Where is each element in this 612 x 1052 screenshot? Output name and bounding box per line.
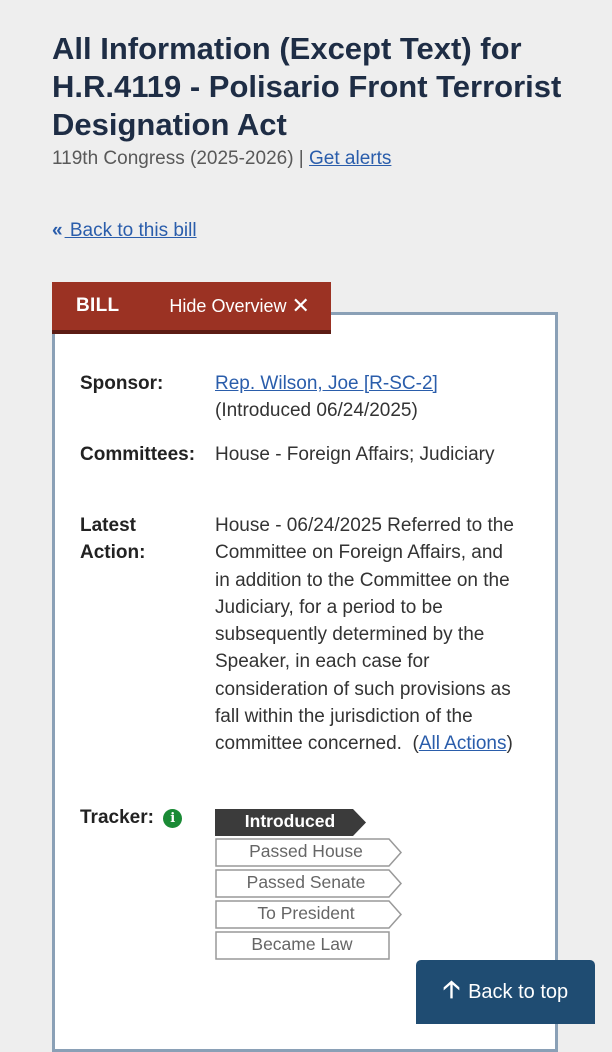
committees-label: Committees: <box>80 444 196 465</box>
tracker-label <box>80 804 210 831</box>
tracker-step-label: To President <box>257 903 355 923</box>
arrow-up-icon: 🡡 <box>442 975 461 1003</box>
latest-action-text: House - 06/24/2025 Referred to the Committee on Foreign Affairs, and in addition to the Committee on the Judiciary, for a period to be subsequently determined by the Speaker, in each case for consideration of such provisions as fall within the jurisdiction of the committee concerned. <box>215 515 514 755</box>
hide-overview-label: Hide Overview <box>169 295 287 316</box>
all-actions-link[interactable]: All Actions <box>418 733 507 755</box>
latest-action-label-line1: Latest <box>80 515 136 536</box>
tracker-step-label: Passed House <box>249 841 363 861</box>
latest-action-value <box>215 512 520 758</box>
tracker-step-to-president <box>215 900 389 929</box>
page-title: All Information (Except Text) for H.R.4119 - Polisario Front Terrorist Designation Act <box>52 31 562 142</box>
tracker-step-label: Became Law <box>251 934 353 954</box>
back-to-top-button[interactable] <box>416 960 595 1024</box>
sponsor-link[interactable]: Rep. Wilson, Joe [R-SC-2] <box>215 373 438 394</box>
tracker-step-passed-house <box>215 838 389 867</box>
tracker-step-became-law <box>215 931 389 960</box>
sponsor-value <box>215 370 520 425</box>
overview-tabbar <box>52 282 331 334</box>
congress-session: 119th Congress (2025-2026) | <box>52 148 304 169</box>
all-actions-open-paren: ( <box>412 733 419 755</box>
congress-line <box>52 148 391 170</box>
tracker-step-label: Introduced <box>244 811 336 831</box>
tab-bill: BILL <box>76 295 120 316</box>
hide-overview-button[interactable] <box>169 295 309 317</box>
tracker-step-introduced <box>215 808 389 837</box>
all-actions-close-paren: ) <box>506 733 513 755</box>
latest-action-label <box>80 512 210 567</box>
info-icon[interactable]: i <box>163 809 182 828</box>
tracker-label-text: Tracker: <box>80 807 154 828</box>
latest-action-label-line2: Action: <box>80 542 146 564</box>
sponsor-introduced: (Introduced 06/24/2025) <box>215 400 418 422</box>
tracker-step-label: Passed Senate <box>246 872 366 892</box>
back-to-bill-label: Back to this bill <box>64 220 197 241</box>
back-to-top-label: Back to top <box>468 980 569 1003</box>
back-to-bill-link[interactable] <box>52 220 197 242</box>
get-alerts-link[interactable]: Get alerts <box>309 148 392 169</box>
close-icon: ✕ <box>291 293 310 318</box>
sponsor-label: Sponsor: <box>80 373 164 394</box>
double-chevron-left-icon: « <box>52 220 63 241</box>
tracker-step-passed-senate <box>215 869 389 898</box>
committees-value: House - Foreign Affairs; Judiciary <box>215 444 495 465</box>
